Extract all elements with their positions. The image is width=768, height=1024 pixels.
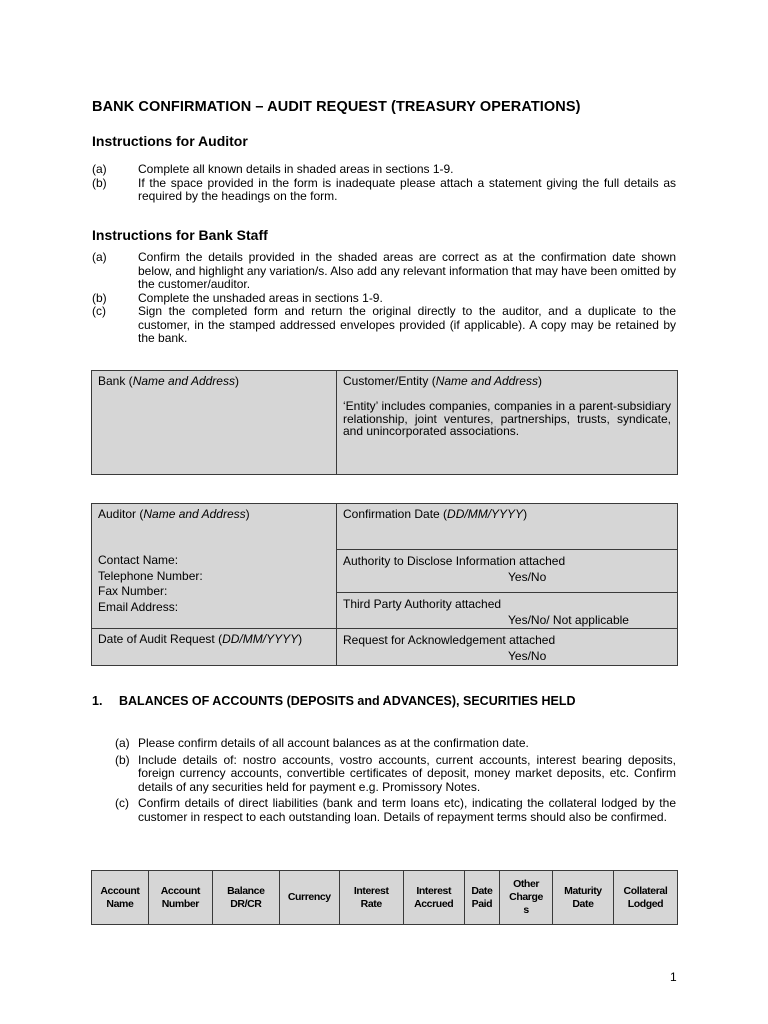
authority-label: Authority to Disclose Information attached xyxy=(343,554,566,568)
section-1-heading xyxy=(92,694,576,708)
auditor-label-italic: Name and Address xyxy=(143,507,246,521)
item-text: Complete the unshaded areas in sections 1-9. xyxy=(138,290,383,305)
list-item xyxy=(92,305,676,346)
audit-request-label: Date of Audit Request ( xyxy=(98,632,223,646)
ack-label: Request for Acknowledgement attached xyxy=(343,633,556,647)
list-item xyxy=(115,797,676,824)
confirmation-date-italic: DD/MM/YYYY xyxy=(447,507,524,521)
telephone-label: Telephone Number: xyxy=(98,568,203,583)
confirmation-date-close: ) xyxy=(523,507,528,521)
item-label: (a) xyxy=(92,250,107,264)
customer-label: Customer/Entity ( xyxy=(343,374,436,388)
section-1-list xyxy=(115,737,676,827)
auditor-label-close: ) xyxy=(245,507,250,521)
list-item xyxy=(92,177,676,204)
audit-request-date-field[interactable] xyxy=(91,628,337,666)
customer-label-italic: Name and Address xyxy=(435,374,538,388)
item-label: (a) xyxy=(115,736,130,750)
email-label: Email Address: xyxy=(98,599,179,614)
item-text: If the space provided in the form is inadequate please attach a statement giving the full details as required by the headings on the form. xyxy=(138,175,676,203)
col-interest-rate: Interest Rate xyxy=(339,871,403,925)
bank-label: Bank ( xyxy=(98,374,133,388)
item-label: (b) xyxy=(115,752,130,767)
bank-instructions-heading: Instructions for Bank Staff xyxy=(92,227,268,243)
customer-entity-field[interactable] xyxy=(336,370,678,475)
col-account-number: Account Number xyxy=(148,871,212,925)
third-party-label: Third Party Authority attached xyxy=(343,597,502,611)
item-label: (a) xyxy=(92,162,107,176)
audit-request-close: ) xyxy=(298,632,303,646)
col-currency: Currency xyxy=(279,871,339,925)
col-collateral-lodged: Collateral Lodged xyxy=(613,871,677,925)
item-label: (c) xyxy=(92,304,106,318)
item-text: Complete all known details in shaded areas in sections 1-9. xyxy=(138,162,454,176)
item-label: (b) xyxy=(92,175,107,190)
item-text: Please confirm details of all account balances as at the confirmation date. xyxy=(138,736,529,750)
page-number: 1 xyxy=(670,970,677,984)
col-interest-accrued: Interest Accrued xyxy=(403,871,464,925)
document-title: BANK CONFIRMATION – AUDIT REQUEST (TREASURY OPERATIONS) xyxy=(92,99,581,115)
table-header-row xyxy=(92,871,678,925)
list-item xyxy=(92,292,676,306)
item-text: Include details of: nostro accounts, vostro accounts, current accounts, interest bearing deposits, foreign currency accounts, convertible certificates of deposit, money market deposits, etc. Confirm details of any securities held for payment e.g. Promissory Notes. xyxy=(138,752,676,794)
customer-label-close: ) xyxy=(537,374,542,388)
col-account-name: Account Name xyxy=(92,871,149,925)
confirmation-date-field[interactable] xyxy=(336,503,678,550)
list-item xyxy=(92,251,676,292)
item-text: Confirm the details provided in the shaded areas are correct as at the confirmation date shown below, and highlight any variation/s. Also add any relevant information that may have been omitted by the customer/auditor. xyxy=(138,250,676,291)
third-party-value[interactable]: Yes/No/ Not applicable xyxy=(508,613,629,627)
col-other-charges: Other Charge s xyxy=(500,871,553,925)
authority-value[interactable]: Yes/No xyxy=(508,570,547,584)
auditor-label: Auditor ( xyxy=(98,507,144,521)
bank-field[interactable] xyxy=(91,370,337,475)
bank-instructions-list xyxy=(92,251,676,346)
list-item xyxy=(115,754,676,795)
bank-label-italic: Name and Address xyxy=(132,374,235,388)
list-item xyxy=(115,737,676,751)
section-title: BALANCES OF ACCOUNTS (DEPOSITS and ADVANCES), SECURITIES HELD xyxy=(119,694,576,708)
col-date-paid: Date Paid xyxy=(464,871,500,925)
fax-label: Fax Number: xyxy=(98,584,168,598)
confirmation-date-label: Confirmation Date ( xyxy=(343,507,448,521)
balances-table xyxy=(91,870,678,925)
audit-request-italic: DD/MM/YYYY xyxy=(222,632,299,646)
acknowledgement-field[interactable] xyxy=(336,628,678,666)
list-item xyxy=(92,163,676,177)
bank-label-close: ) xyxy=(234,374,239,388)
contact-name-label: Contact Name: xyxy=(98,553,179,567)
auditor-instructions-heading: Instructions for Auditor xyxy=(92,133,248,149)
item-text: Sign the completed form and return the original directly to the auditor, and a duplicate to the customer, in the stamped addressed envelopes provided (if applicable). A copy may be retained by the bank. xyxy=(138,304,676,345)
item-label: (c) xyxy=(115,796,129,810)
entity-note: ‘Entity’ includes companies, companies in a parent-subsidiary relationship, joint ventures, partnerships, trusts, syndicate, and unincorporated associations. xyxy=(343,399,671,438)
item-text: Confirm details of direct liabilities (bank and term loans etc), indicating the collateral lodged by the customer in respect to each outstanding loan. Details of repayment terms should also be confirmed. xyxy=(138,796,676,824)
ack-value[interactable]: Yes/No xyxy=(508,649,547,663)
section-number: 1. xyxy=(92,694,103,708)
third-party-authority-field[interactable] xyxy=(336,592,678,629)
item-label: (b) xyxy=(92,290,107,305)
col-maturity-date: Maturity Date xyxy=(552,871,613,925)
col-balance: Balance DR/CR xyxy=(212,871,279,925)
auditor-field[interactable] xyxy=(91,503,337,629)
authority-disclose-field[interactable] xyxy=(336,549,678,593)
auditor-instructions-list xyxy=(92,163,676,204)
